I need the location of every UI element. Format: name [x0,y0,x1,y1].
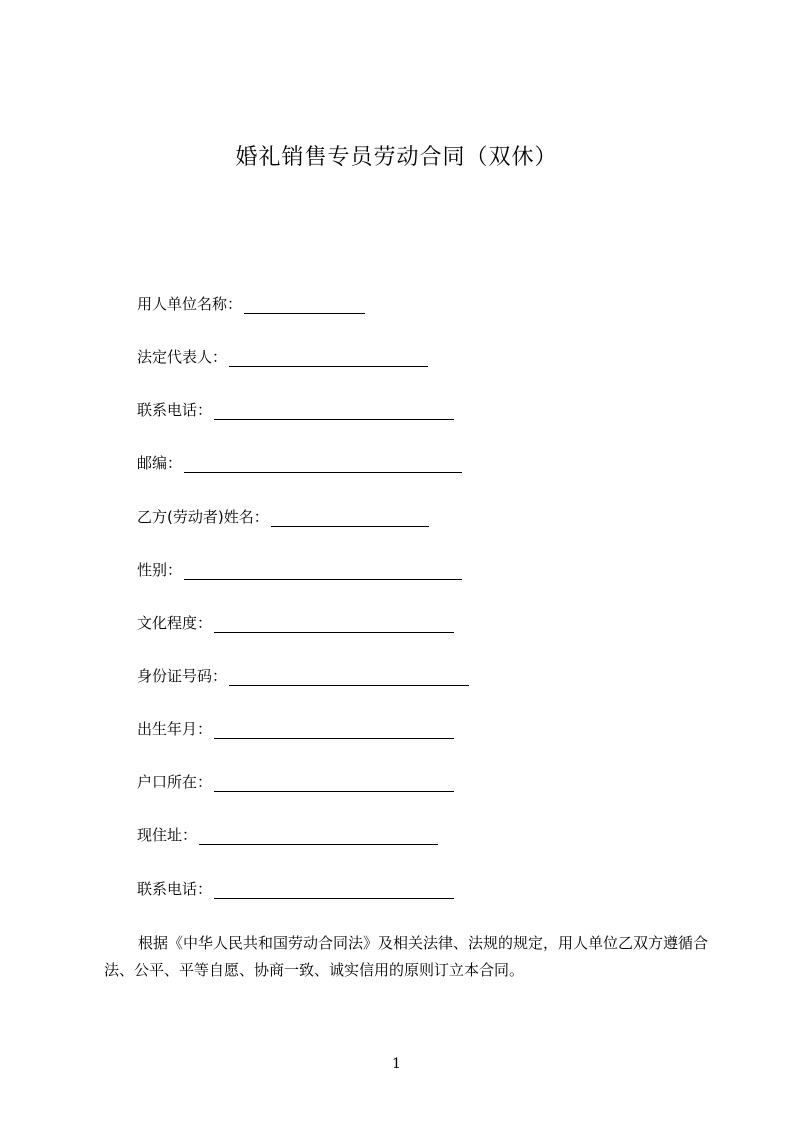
paragraph-text: 根据《中华人民共和国劳动合同法》及相关法律、法规的规定，用人单位乙双方遵循合法、公平、平等自愿、协商一致、诚实信用的原则订立本合同。 [104,934,709,979]
field-label: 文化程度： [137,614,213,632]
household-registration-field [137,768,454,792]
field-label: 用人单位名称： [137,295,243,313]
blank-line [244,295,365,314]
page-number: 1 [392,1056,401,1072]
field-label: 现住址： [137,826,198,844]
blank-line [214,880,454,899]
field-label: 法定代表人： [137,348,228,366]
birth-date-field [137,715,454,739]
blank-line [214,614,454,633]
gender-field [137,556,462,580]
blank-line [184,454,462,473]
blank-line [214,720,454,739]
field-label: 联系电话： [137,401,213,419]
field-label: 性别： [137,561,183,579]
employer-name-field [137,290,365,314]
blank-line [229,667,469,686]
blank-line [199,826,438,845]
blank-line [184,561,462,580]
legal-representative-field [137,343,428,367]
postcode-field [137,449,462,473]
field-label: 联系电话： [137,880,213,898]
field-label: 出生年月： [137,720,213,738]
education-field [137,609,454,633]
employee-name-field [137,503,429,527]
preamble-paragraph [104,930,709,984]
blank-line [229,348,428,367]
field-label: 乙方(劳动者)姓名： [137,508,269,526]
field-label: 邮编： [137,454,183,472]
blank-line [214,773,454,792]
field-label: 身份证号码： [137,667,228,685]
employer-phone-field [137,396,454,420]
document-title: 婚礼销售专员劳动合同（双休） [235,145,558,170]
blank-line [214,401,454,420]
current-address-field [137,821,438,845]
field-label: 户口所在： [137,773,213,791]
id-number-field [137,662,469,686]
employee-phone-field [137,875,454,899]
blank-line [271,508,429,527]
